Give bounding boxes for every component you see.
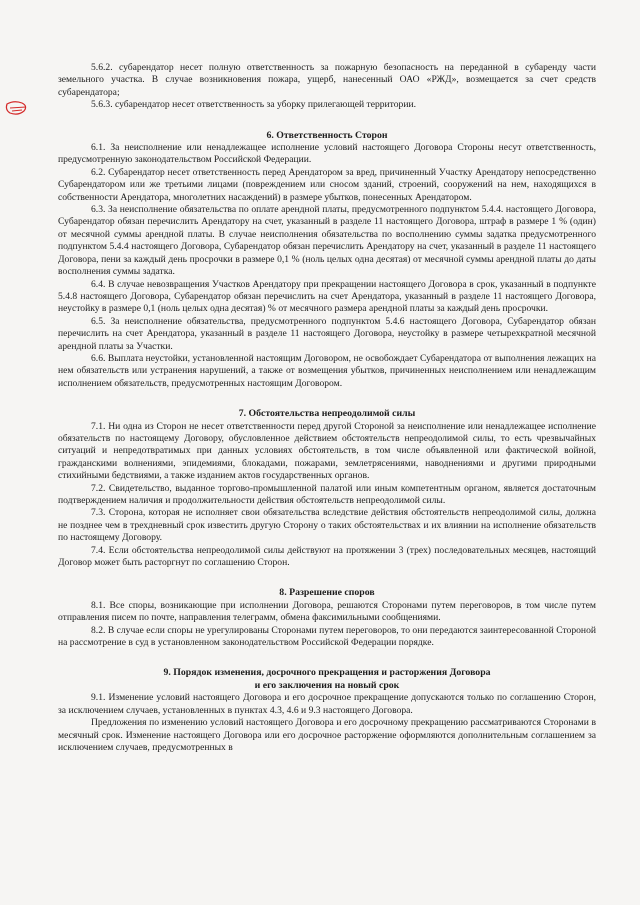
paragraph-8-2: 8.2. В случае если споры не урегулированы Сторонами путем переговоров, то они передаются заинтересованной Стороной на рассмотрение в суд в установленном законодательством Российской Федерации порядке. (58, 624, 596, 649)
section-8-title: 8. Разрешение споров (279, 587, 375, 599)
section-7-title: 7. Обстоятельства непреодолимой силы (238, 408, 416, 420)
paragraph-7-3: 7.3. Сторона, которая не исполняет свои обязательства вследствие действия обстоятельств непреодолимой силы, должна не позднее чем в трехдневный срок известить другую Сторону о таких обстоятельствах и их влиянии на исполнение обязательств по настоящему Договору. (58, 507, 596, 544)
document-body (58, 62, 596, 754)
paragraph-6-6: 6.6. Выплата неустойки, установленной настоящим Договором, не освобождает Субарендатора от выполнения лежащих на нем обязательств или устранения нарушений, а также от возмещения убытков, причиненных неисполнением или ненадлежащим исполнением обязательств, предусмотренных настоящим Договором. (58, 352, 596, 389)
paragraph-5-6-3: 5.6.3. субарендатор несет ответственность за уборку прилегающей территории. (91, 99, 417, 111)
paragraph-6-5: 6.5. За неисполнение обязательства, предусмотренного подпунктом 5.4.6 настоящего Договора, Субарендатор обязан перечислить на счет Арендатора, указанный в разделе 11 настоящего Договора, неустойку в размере четырехкратной месячной арендной платы за Участки. (58, 315, 596, 352)
red-stamp-mark (4, 98, 32, 118)
paragraph-6-3: 6.3. За неисполнение обязательства по оплате арендной платы, предусмотренного подпунктом 5.4.4. настоящего Договора, Субарендатор обязан перечислить Арендатору на счет, указанный в разделе 11 настоящего Договора, штраф в размере 1 % (один) от месячной суммы арендной платы. В случае неисполнения обязательства по восполнению суммы задатка предусмотренного подпунктом 5.4.4 настоящего Договора, Субарендатор обязан перечислить Арендатору на счет, указанный в разделе 11 настоящего Договора, пени за каждый день просрочки в размере 0,1 % (ноль целых одна десятая) от месячной суммы арендной платы до даты восполнения суммы задатка. (58, 204, 596, 278)
paragraph-9-1: 9.1. Изменение условий настоящего Договора и его досрочное прекращение допускаются только по соглашению Сторон, за исключением случаев, установленных в пунктах 4.3, 4.6 и 9.3 настоящего Договора. (58, 692, 596, 716)
paragraph-9-1-continued: Предложения по изменению условий настоящего Договора и его досрочному прекращению рассматриваются Сторонами в месячный срок. Изменение настоящего Договора или его досрочное расторжение оформляются дополнительным соглашением за исключением случаев, предусмотренных в (58, 717, 596, 753)
section-6-title: 6. Ответственность Сторон (266, 129, 388, 141)
paragraph-6-2: 6.2. Субарендатор несет ответственность перед Арендатором за вред, причиненный Участку Арендатору непосредственно Субарендатором или же третьими лицами (повреждением или сносом зданий, строений, сооружений на нем, находящихся в собственности Арендатора, многолетних насаждений) в размере убытков, понесенных Арендатором. (58, 166, 596, 203)
paragraph-7-1: 7.1. Ни одна из Сторон не несет ответственности перед другой Стороной за неисполнение или ненадлежащее исполнение обязательств по настоящему Договору, обусловленное действием обстоятельств непреодолимой силы, то есть чрезвычайных ситуаций и непредотвратимых при данных условиях обстоятельств, в том числе объявленной или фактической войной, гражданскими волнениями, эпидемиями, блокадами, пожарами, землетрясениями, наводнениями и другими природными стихийными бедствиями, а также изданием актов государственных органов. (58, 420, 596, 482)
paragraph-7-2: 7.2. Свидетельство, выданное торгово-промышленной палатой или иным компетентным органом, является достаточным подтверждением наличия и продолжительности действия обстоятельств непреодолимой силы. (58, 482, 596, 506)
paragraph-6-4: 6.4. В случае невозвращения Участков Арендатору при прекращении настоящего Договора в срок, указанный в подпункте 5.4.8 настоящего Договора, Субарендатор обязан перечислить на счет Арендатора, указанный в разделе 11 настоящего Договора, неустойку в размере 0,1 (ноль целых одна десятая) % от месячного размера арендной платы за каждый день просрочки. (58, 278, 596, 315)
section-9-title-line2: и его заключения на новый срок (254, 679, 400, 691)
paragraph-5-6-2: 5.6.2. субарендатор несет полную ответственность за пожарную безопасность на переданной в субаренду части земельного участка. В случае возникновения пожара, ущерб, нанесенный ОАО «РЖД», возмещается за счет средств субарендатора; (58, 62, 596, 98)
paragraph-8-1: 8.1. Все споры, возникающие при исполнении Договора, решаются Сторонами путем переговоров, в том числе путем отправления писем по почте, направления телеграмм, обмена факсимильными сообщениями. (58, 599, 596, 624)
paragraph-7-4: 7.4. Если обстоятельства непреодолимой силы действуют на протяжении 3 (трех) последовательных месяцев, настоящий Договор может быть расторгнут по соглашению Сторон. (58, 544, 596, 569)
paragraph-6-1: 6.1. За неисполнение или ненадлежащее исполнение условий настоящего Договора Стороны несут ответственность, предусмотренную законодательством Российской Федерации. (58, 142, 596, 166)
section-9-title-line1: 9. Порядок изменения, досрочного прекращения и расторжения Договора (163, 667, 491, 679)
